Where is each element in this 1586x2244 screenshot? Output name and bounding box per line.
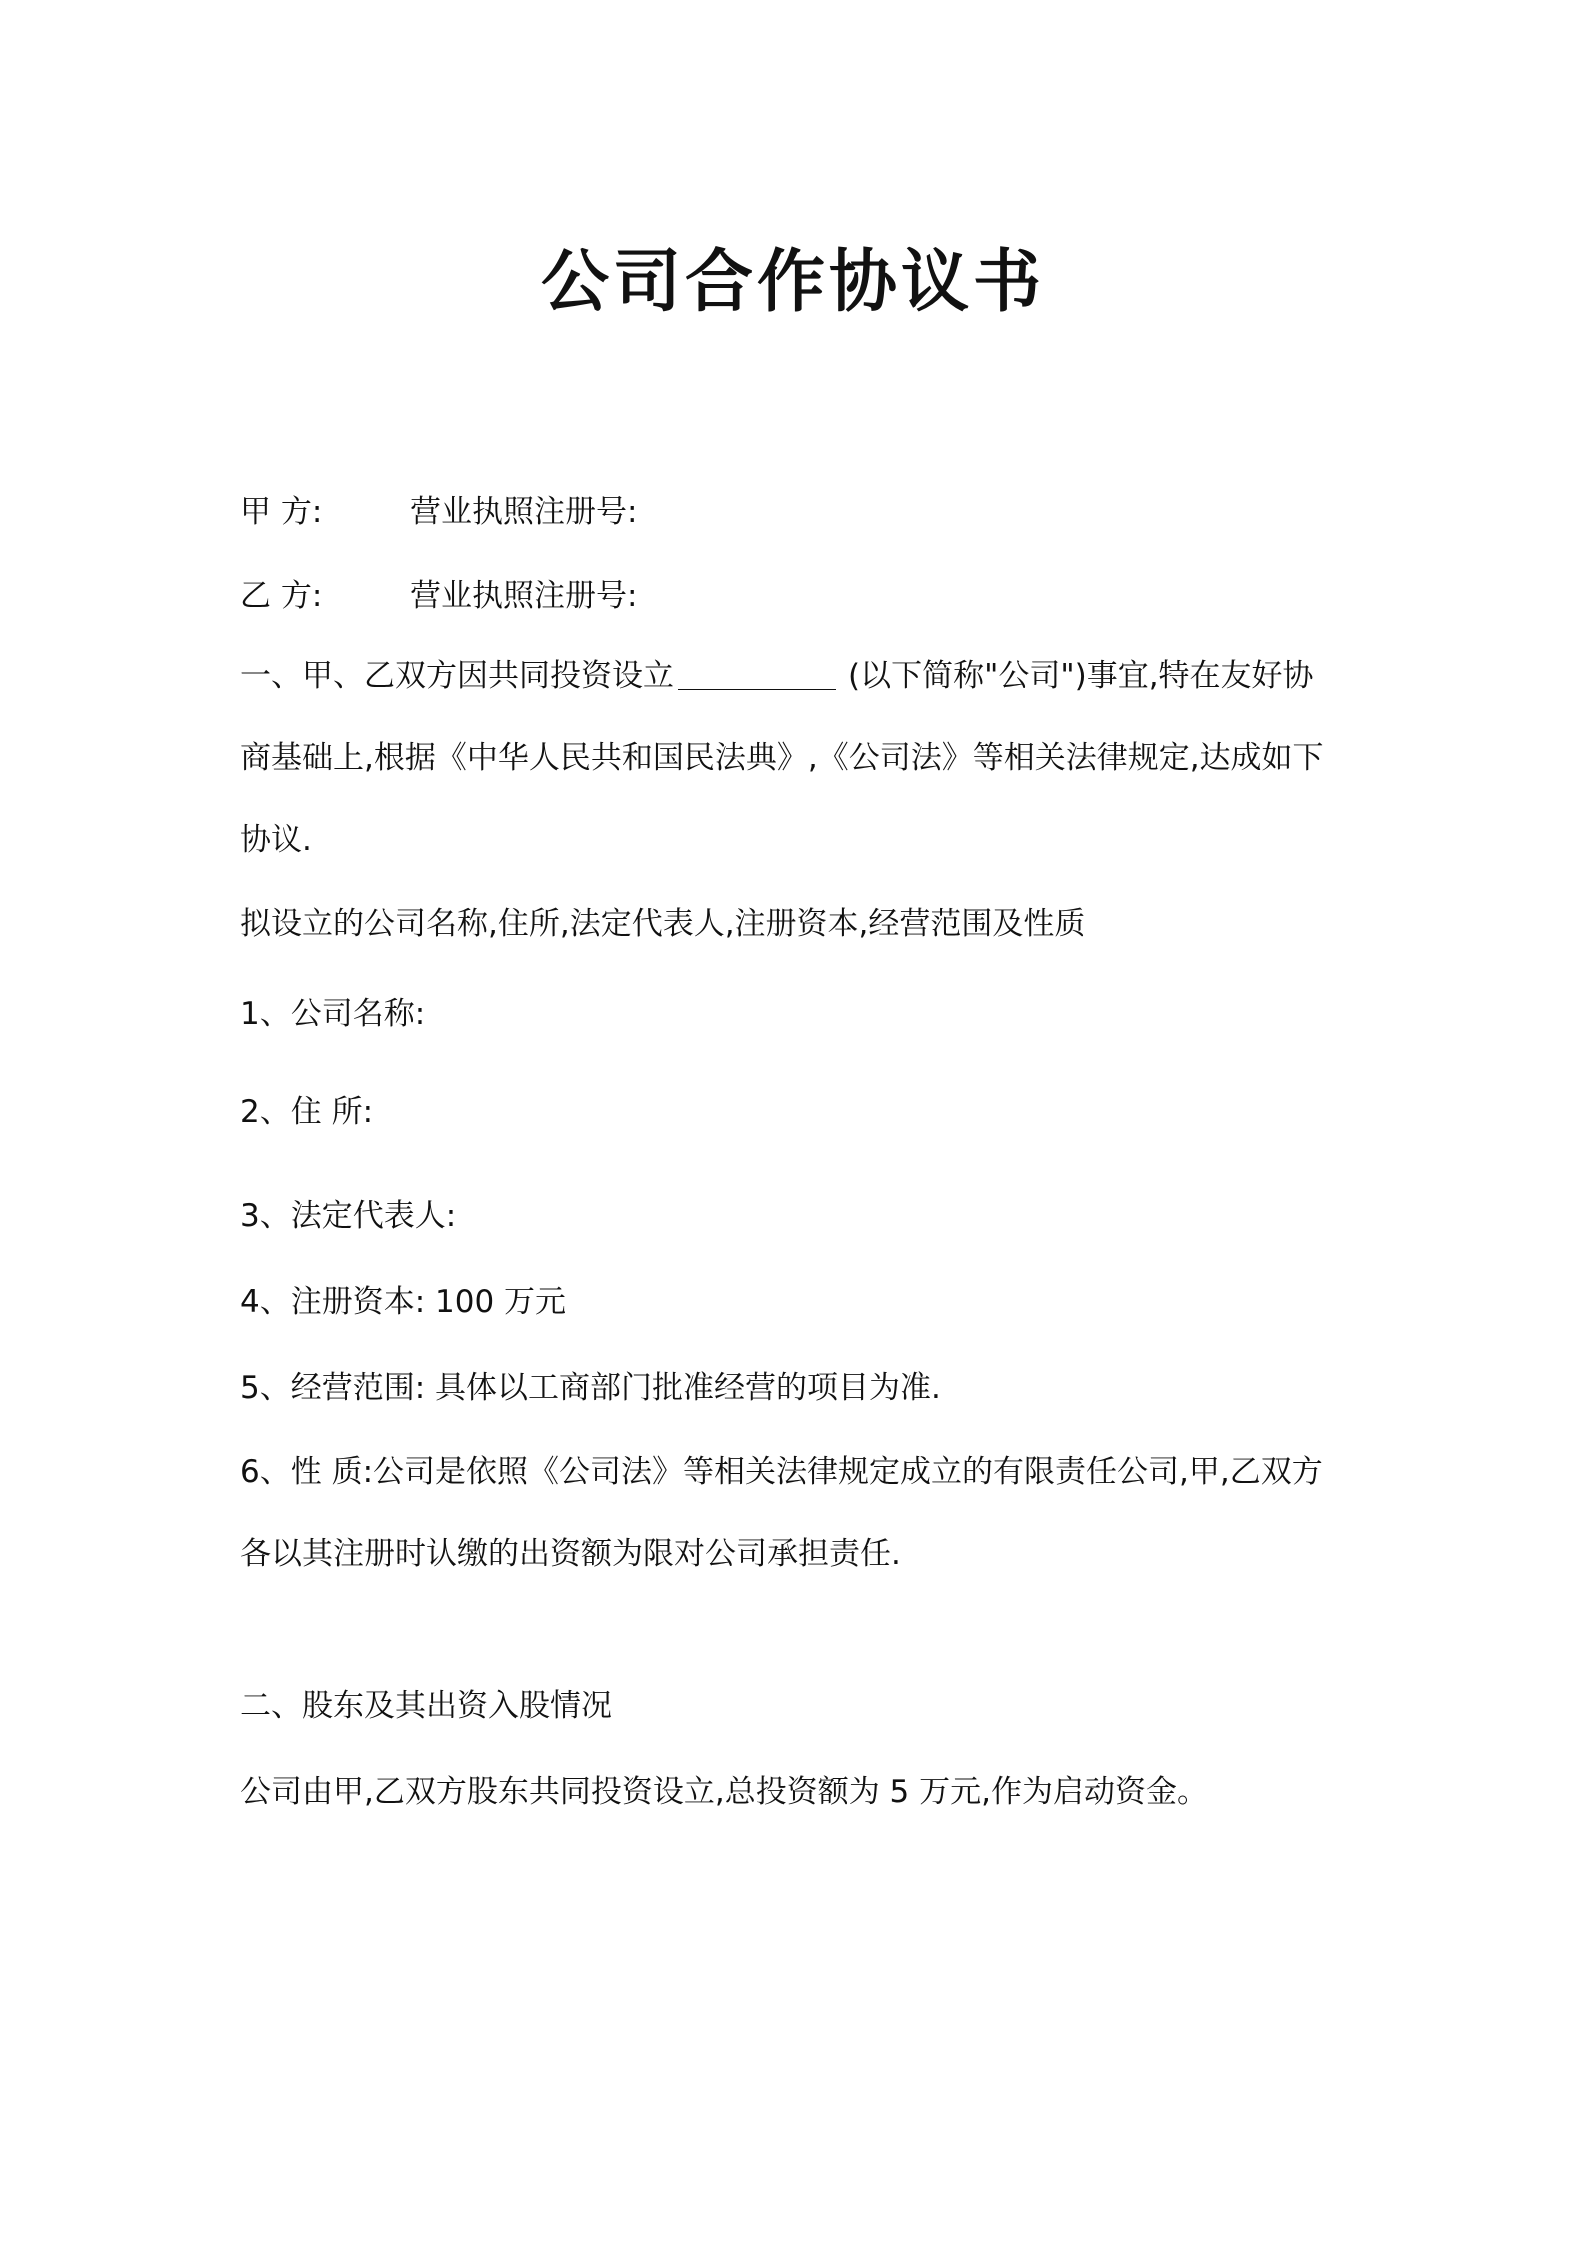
party-a-registration: 营业执照注册号: (410, 494, 638, 530)
party-b-label: 乙 方: (240, 578, 323, 614)
item-business-scope: 5、经营范围: 具体以工商部门批准经营的项目为准. (240, 1370, 941, 1406)
document-title: 公司合作协议书 (540, 243, 1045, 322)
party-b-line (240, 576, 637, 616)
item-address: 2、住 所: (240, 1094, 374, 1130)
section2-heading: 二、股东及其出资入股情况 (240, 1688, 612, 1724)
item-registered-capital: 4、注册资本: 100 万元 (240, 1284, 567, 1320)
section1-line1-pre: 一、甲、乙双方因共同投资设立 (240, 658, 674, 694)
company-name-blank (678, 659, 836, 690)
section1-line1-post: (以下简称"公司")事宜,特在友好协 (848, 658, 1314, 694)
party-b-registration: 营业执照注册号: (410, 578, 638, 614)
party-a-line (240, 492, 637, 532)
intro-line: 拟设立的公司名称,住所,法定代表人,注册资本,经营范围及性质 (240, 906, 1086, 942)
section1-line2: 商基础上,根据《中华人民共和国民法典》,《公司法》等相关法律规定,达成如下 (240, 740, 1324, 776)
party-a-label: 甲 方: (240, 494, 323, 530)
item-legal-representative: 3、法定代表人: (240, 1198, 457, 1234)
item-nature-line2: 各以其注册时认缴的出资额为限对公司承担责任. (240, 1536, 901, 1572)
section2-body: 公司由甲,乙双方股东共同投资设立,总投资额为 5 万元,作为启动资金。 (240, 1774, 1208, 1810)
section1-line3: 协议. (240, 822, 312, 858)
item-company-name: 1、公司名称: (240, 996, 426, 1032)
item-nature-line1: 6、性 质:公司是依照《公司法》等相关法律规定成立的有限责任公司,甲,乙双方 (240, 1454, 1323, 1490)
section1-line1 (240, 656, 1314, 696)
